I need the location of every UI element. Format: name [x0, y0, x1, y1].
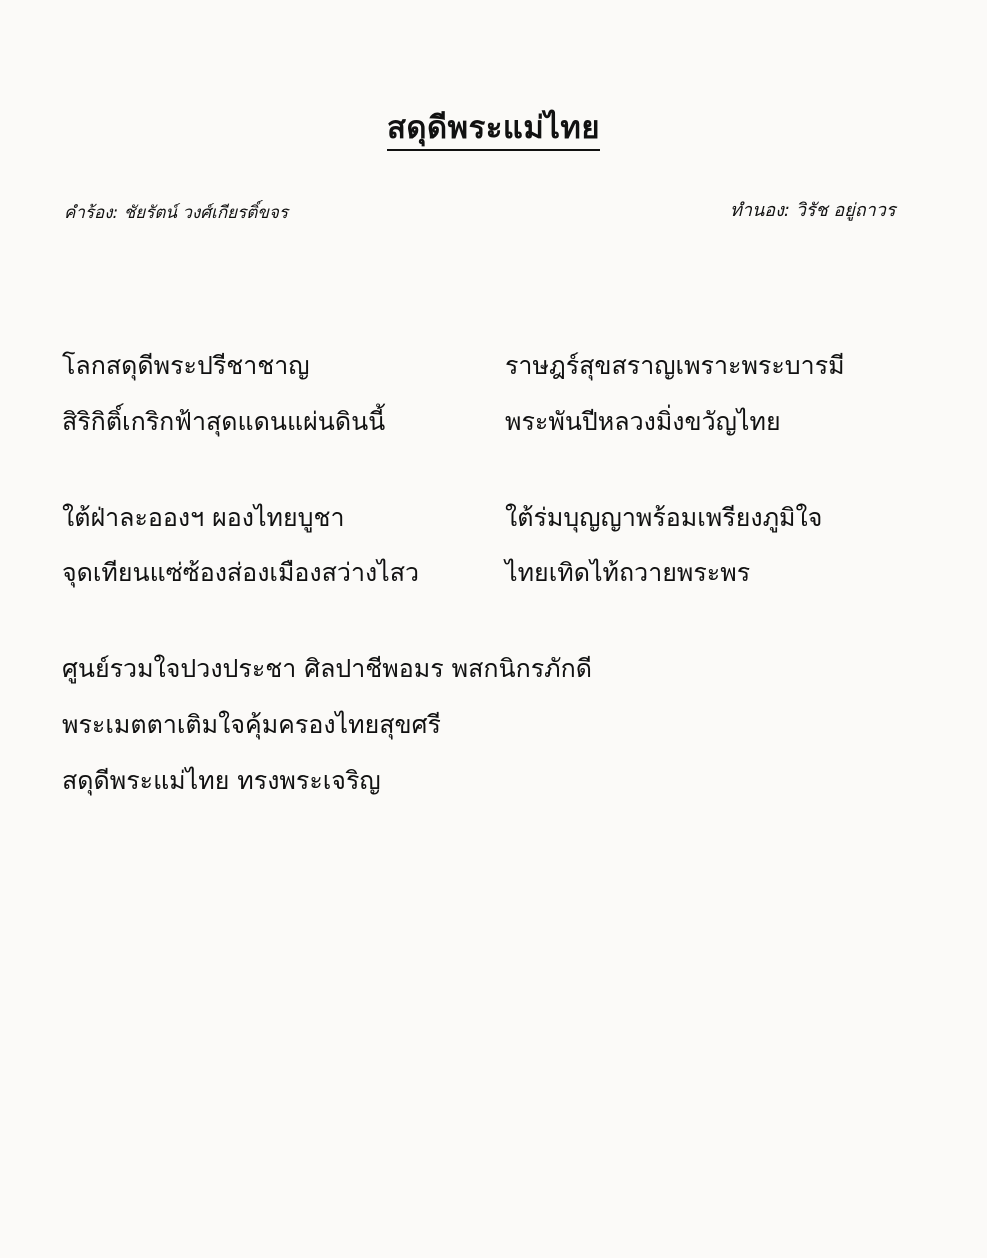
lyric-line-right: ราษฎร์สุขสราญเพราะพระบารมี [505, 351, 845, 381]
lyric-line: พระเมตตาเติมใจคุ้มครองไทยสุขศรี [62, 709, 441, 739]
lyric-line-left: ใต้ฝ่าละอองฯ ผองไทยบูชา [62, 502, 345, 532]
lyricist-credit [64, 199, 288, 226]
lyric-line-right: พระพันปีหลวงมิ่งขวัญไทย [505, 406, 781, 436]
stanza [62, 349, 947, 439]
lyricist-name: ชัยรัตน์ วงศ์เกียรติ์ขจร [123, 203, 288, 224]
page-title-text: สดุดีพระแม่ไทย [387, 110, 600, 151]
stanza [62, 501, 947, 591]
lyricist-label: คำร้อง: [64, 203, 119, 224]
lyric-line-left: จุดเทียนแซ่ซ้องส่องเมืองสว่างไสว [62, 558, 420, 588]
credits [0, 199, 987, 239]
page-title [0, 0, 987, 147]
composer-name: วิรัช อยู่ถาวร [795, 200, 896, 222]
lyric-line: สดุดีพระแม่ไทย ทรงพระเจริญ [62, 765, 381, 795]
lyric-line [62, 349, 947, 383]
lyric-line-left: โลกสดุดีพระปรีชาชาญ [62, 351, 310, 381]
lyric-line-right: ไทยเทิดไท้ถวายพระพร [505, 558, 751, 588]
lyric-line [62, 556, 947, 590]
lyric-line [62, 405, 947, 439]
lyric-line-right: ใต้ร่มบุญญาพร้อมเพรียงภูมิใจ [505, 502, 823, 532]
lyrics-body [0, 349, 987, 797]
composer-credit [730, 195, 896, 224]
lyric-line [62, 501, 947, 535]
lyric-line: ศูนย์รวมใจปวงประชา ศิลปาชีพอมร พสกนิกรภักดี [62, 654, 592, 684]
stanza [62, 652, 947, 797]
composer-label: ทำนอง: [730, 200, 790, 222]
lyric-line-left: สิริกิติ์เกริกฟ้าสุดแดนแผ่นดินนี้ [62, 406, 386, 436]
